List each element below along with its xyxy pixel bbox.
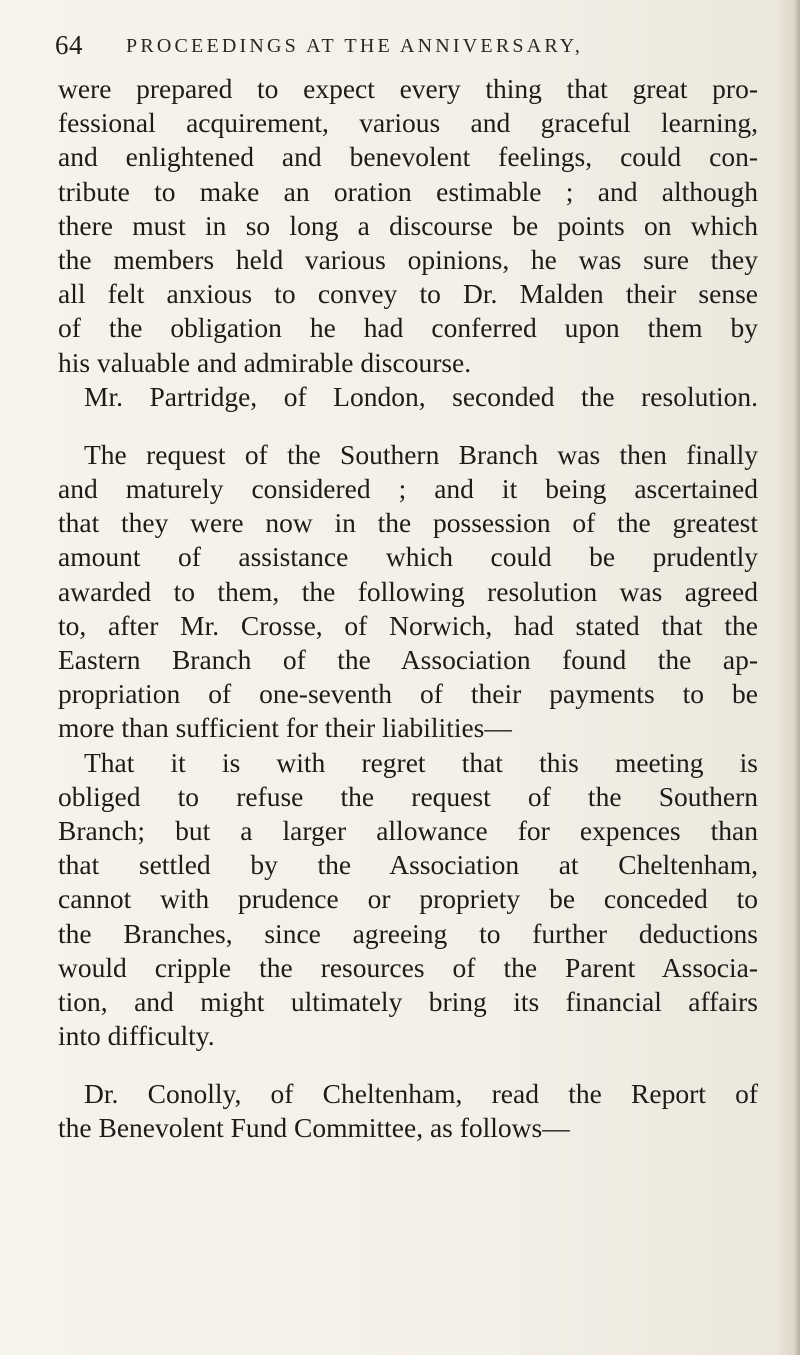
- text-line: more than sufficient for their liabilities—: [58, 712, 512, 744]
- text-line: that settled by the Association at Cheltenham,: [58, 849, 758, 881]
- text-line: cannot with prudence or propriety be conceded to: [58, 883, 758, 915]
- text-line: fessional acquirement, various and graceful learning,: [58, 107, 758, 139]
- text-line: tion, and might ultimately bring its financial affairs: [58, 985, 758, 1017]
- text-line: all felt anxious to convey to Dr. Malden their sense: [58, 278, 758, 310]
- paragraph-seconded: [58, 380, 758, 414]
- paragraph-southern-branch: [58, 438, 758, 746]
- text-line: That it is with regret that this meeting is: [84, 746, 758, 778]
- text-line: to, after Mr. Crosse, of Norwich, had stated that the: [58, 609, 758, 641]
- text-line: Eastern Branch of the Association found the ap-: [58, 644, 758, 675]
- text-line: propriation of one-seventh of their payments to be: [58, 678, 758, 710]
- text-line: of the obligation he had conferred upon them by: [58, 312, 758, 344]
- text-line: tribute to make an oration estimable ; and although: [58, 175, 758, 207]
- text-line: awarded to them, the following resolution was agreed: [58, 575, 758, 607]
- text-line: that they were now in the possession of the greatest: [58, 507, 758, 539]
- text-line: and maturely considered ; and it being ascertained: [58, 473, 758, 505]
- page-number: 64: [55, 30, 83, 60]
- paragraph-gap: [58, 1053, 758, 1077]
- body-text: [58, 72, 758, 1146]
- text-line: and enlightened and benevolent feelings, could con-: [58, 141, 758, 173]
- text-line: amount of assistance which could be prudently: [58, 541, 758, 573]
- paragraph-benevolent-fund: [58, 1077, 758, 1145]
- text-line: his valuable and admirable discourse.: [58, 346, 472, 378]
- text-line: Dr. Conolly, of Cheltenham, read the Report of: [84, 1078, 758, 1110]
- running-head: PROCEEDINGS AT THE ANNIVERSARY,: [126, 35, 584, 57]
- text-line: there must in so long a discourse be points on which: [58, 209, 758, 241]
- text-line: Mr. Partridge, of London, seconded the resolution.: [84, 380, 758, 412]
- page-edge-shadow: [794, 0, 800, 1355]
- paragraph-gap: [58, 414, 758, 438]
- text-line: would cripple the resources of the Parent Associa-: [58, 951, 758, 983]
- text-line: the Branches, since agreeing to further deductions: [58, 917, 758, 949]
- text-line: into difficulty.: [58, 1020, 215, 1052]
- text-line: were prepared to expect every thing that great pro-: [58, 73, 758, 104]
- text-line: the Benevolent Fund Committee, as follows—: [58, 1112, 570, 1144]
- paragraph-motion-speech: [58, 72, 758, 380]
- text-line: obliged to refuse the request of the Southern: [58, 780, 758, 812]
- paragraph-resolution: [58, 746, 758, 1054]
- text-line: The request of the Southern Branch was then finally: [84, 438, 758, 470]
- text-line: the members held various opinions, he was sure they: [58, 243, 758, 275]
- text-line: Branch; but a larger allowance for expences than: [58, 814, 758, 846]
- page-header: [55, 30, 775, 70]
